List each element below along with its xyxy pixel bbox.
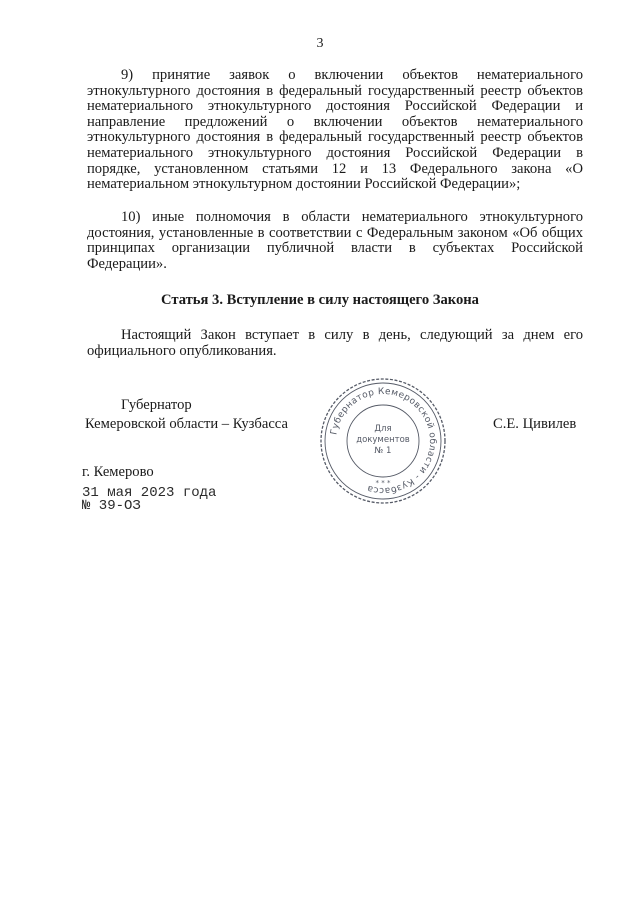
article-3-text: Настоящий Закон вступает в силу в день, следующий за днем его официального опубликования. — [87, 327, 583, 359]
city-label: г. Кемерово — [82, 464, 154, 480]
signatory-region: Кемеровской области – Кузбасса — [85, 416, 288, 432]
list-item-9 — [87, 68, 583, 193]
list-item-10-text: 10) иные полномочия в области нематериального этнокультурного достояния, установленные в соответствии с Федеральным законом «Об общих принципах организации публичной власти в субъектах Российской Федерации». — [87, 209, 583, 272]
seal-stars: * * * — [375, 479, 391, 487]
list-item-9-text: 9) принятие заявок о включении объектов нематериального этнокультурного достояния в федеральный государственный реестр объектов нематериального этнокультурного достояния Российской Федерации и направление предложений о включении объектов нематериального этнокультурного достояния в федеральный государственный реестр объектов нематериального этнокультурного достояния Российской Федерации в порядке, установленном статьями 12 и 13 Федерального закона «О нематериальном этнокультурном достоянии Российской Федерации»; — [87, 67, 583, 193]
page-number: 3 — [316, 36, 324, 51]
list-item-10 — [87, 210, 583, 272]
article-3-body — [87, 328, 583, 359]
seal-center-line3: № 1 — [374, 446, 392, 456]
law-date: 31 мая 2023 года — [82, 485, 217, 501]
signatory-title: Губернатор — [121, 397, 192, 413]
article-3-heading: Статья 3. Вступление в силу настоящего Закона — [161, 292, 479, 308]
seal-center-line1: Для — [374, 424, 392, 434]
signatory-name: С.Е. Цивилев — [493, 416, 577, 432]
official-seal — [318, 376, 448, 506]
seal-ring-text: Губернатор Кемеровской области - Кузбасса — [329, 386, 438, 496]
law-number: № 39-ОЗ — [82, 498, 141, 514]
seal-center-line2: документов — [356, 435, 410, 445]
